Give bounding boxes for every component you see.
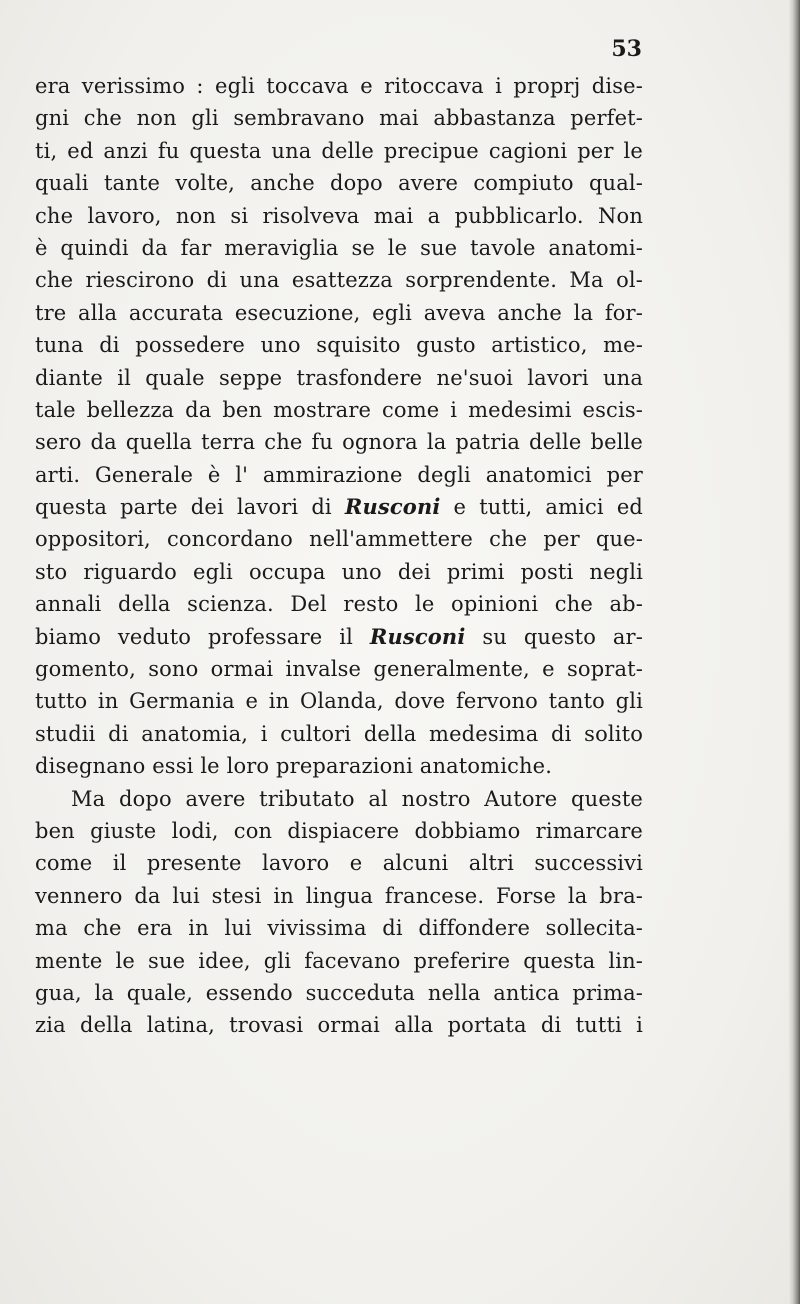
text-line: arti. Generale è l' ammirazione degli anatomici per <box>35 462 643 487</box>
text-segment: e tutti, amici ed <box>440 495 644 520</box>
text-line: che riescirono di una esattezza sorprendente. Ma ol- <box>35 268 643 293</box>
text-line: sero da quella terra che fu ognora la patria delle belle <box>35 430 643 455</box>
text-line: è quindi da far meraviglia se le sue tavole anatomi- <box>35 235 643 260</box>
text-line-rusconi-2 <box>35 621 643 653</box>
page-edge-shadow <box>788 0 800 1304</box>
page-number: 53 <box>611 36 642 62</box>
text-line: tre alla accurata esecuzione, egli aveva anche la for- <box>35 300 643 325</box>
text-line: ti, ed anzi fu questa una delle precipue cagioni per le <box>35 138 643 163</box>
text-line: tutto in Germania e in Olanda, dove fervono tanto gli <box>35 689 643 714</box>
paragraph-start-line: Ma dopo avere tributato al nostro Autore queste <box>71 786 643 811</box>
text-line-rusconi-1 <box>35 491 643 523</box>
text-segment: questa parte dei lavori di <box>35 495 345 520</box>
text-line: studii di anatomia, i cultori della medesima di solito <box>35 721 643 746</box>
body-text <box>35 70 643 1042</box>
paragraph-end-line: disegnano essi le loro preparazioni anatomiche. <box>35 754 553 779</box>
text-line: quali tante volte, anche dopo avere compiuto qual- <box>35 171 643 196</box>
italic-name-rusconi: Rusconi <box>369 623 466 649</box>
text-line: tale bellezza da ben mostrare come i medesimi escis- <box>35 397 643 422</box>
text-line: mente le sue idee, gli facevano preferire questa lin- <box>35 948 643 973</box>
text-line: annali della scienza. Del resto le opinioni che ab- <box>35 592 643 617</box>
text-line: sto riguardo egli occupa uno dei primi posti negli <box>35 559 643 584</box>
text-line: gomento, sono ormai invalse generalmente, e soprat- <box>35 657 643 682</box>
text-line: gni che non gli sembravano mai abbastanza perfet- <box>35 106 643 131</box>
text-segment: biamo veduto professare il <box>35 624 370 649</box>
text-line: oppositori, concordano nell'ammettere che per que- <box>35 527 643 552</box>
text-line: vennero da lui stesi in lingua francese. Forse la bra- <box>35 883 643 908</box>
italic-name-rusconi: Rusconi <box>344 494 441 520</box>
text-line: ben giuste lodi, con dispiacere dobbiamo rimarcare <box>35 818 643 843</box>
text-line: era verissimo : egli toccava e ritoccava i proprj dise- <box>35 74 643 98</box>
text-line: tuna di possedere uno squisito gusto artistico, me- <box>35 333 643 358</box>
text-line: ma che era in lui vivissima di diffondere sollecita- <box>35 916 643 941</box>
text-segment: su questo ar- <box>465 624 643 649</box>
text-line: zia della latina, trovasi ormai alla portata di tutti i <box>35 1013 643 1038</box>
text-line: che lavoro, non si risolveva mai a pubblicarlo. Non <box>35 203 643 228</box>
text-line: gua, la quale, essendo succeduta nella antica prima- <box>35 980 643 1005</box>
text-line: diante il quale seppe trasfondere ne'suoi lavori una <box>35 365 643 390</box>
text-line: come il presente lavoro e alcuni altri successivi <box>35 851 643 876</box>
